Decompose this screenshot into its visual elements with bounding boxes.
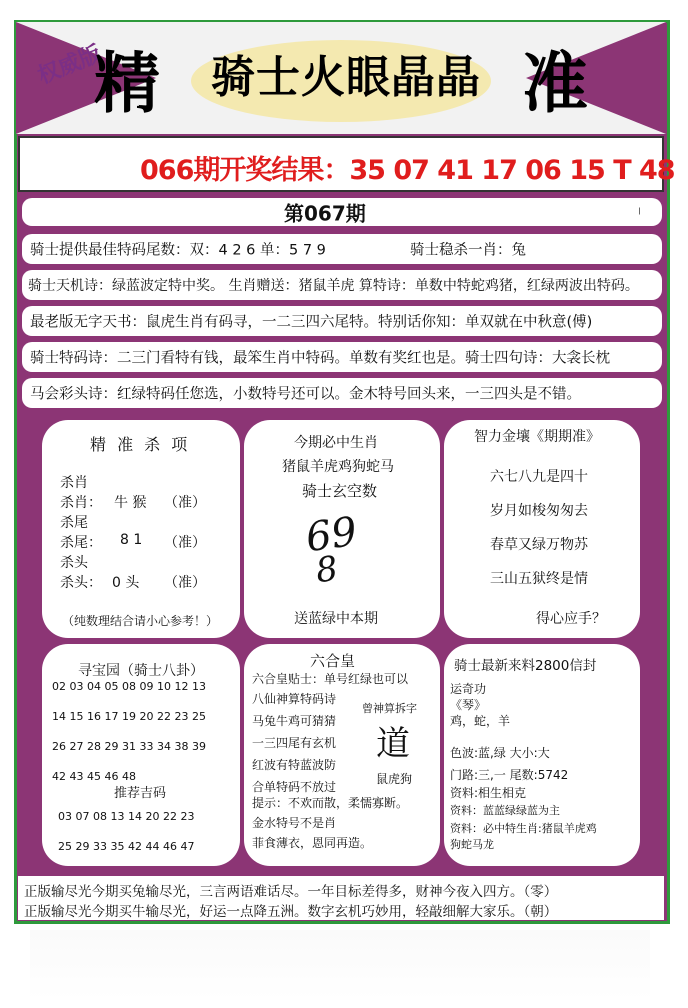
card-puzzle — [444, 420, 640, 638]
footer-box — [18, 876, 664, 920]
handwritten-number-2: 8 — [313, 548, 341, 592]
treasure-title: 寻宝园（骑士八卦） — [78, 663, 204, 679]
poster-header — [16, 22, 666, 134]
kill-tail-value: 8 1 — [120, 532, 143, 548]
envelope-s7: 资料：蓝蓝绿绿蓝为主 — [450, 804, 560, 817]
puzzle-line-5: 得心应手？ — [536, 611, 606, 627]
liuhe-phrase: 菲食薄衣，恩同再造。 — [252, 836, 373, 850]
zodiac-list: 猪鼠羊虎鸡狗蛇马 — [282, 459, 394, 475]
issue-bar — [22, 198, 662, 226]
treasure-row-3: 26 27 28 29 31 33 34 38 39 — [52, 740, 206, 753]
envelope-s9: 狗蛇马龙 — [450, 838, 494, 851]
row-poem-3 — [22, 342, 662, 372]
handwritten-number-1: 69 — [303, 508, 360, 562]
zichai-title: 曾神算拆字 — [362, 702, 417, 715]
envelope-title: 骑士最新来料2800信封 — [454, 658, 597, 674]
lucky-row-1: 03 07 08 13 14 20 22 23 — [58, 810, 195, 823]
poem-4-text: 马会彩头诗：红绿特码任您选，小数特号还可以。金木特号回头来，一三四头是不错。 — [30, 386, 581, 403]
envelope-s2: 《琴》 — [450, 698, 487, 712]
card-zodiac — [244, 420, 440, 638]
poem-1-text: 骑士天机诗：绿蓝波定特中奖。 生肖赠送：猪鼠羊虎 算特诗：单数中特蛇鸡猪，红绿两波出特码。 — [28, 278, 639, 294]
poem-2-text: 最老版无字天书：鼠虎生肖有码寻，一二三四六尾特。特别话你知：单双就在中秋意(傅) — [30, 314, 593, 331]
liuhe-tip: 六合皇贴士：单号红绿也可以 — [252, 672, 409, 686]
zichai-char: 道 — [376, 724, 410, 764]
liuhe-title: 六合皇 — [310, 652, 356, 670]
kill-zodiac-key: 杀肖： — [60, 495, 102, 511]
treasure-row-2: 14 15 16 17 19 20 22 23 25 — [52, 710, 206, 723]
puzzle-line-3: 春草又绿万物苏 — [490, 537, 588, 553]
brand-title: 骑士火眼晶晶 — [211, 52, 481, 103]
tail-text: 骑士提供最佳特码尾数：双：4 2 6 单：5 7 9 — [30, 242, 326, 259]
header-right-char: 准 — [522, 44, 588, 122]
kill-head-value: 0 头 — [112, 575, 140, 591]
liuhe-poem-title: 八仙神算特码诗 — [252, 692, 337, 706]
result-bar — [18, 136, 675, 192]
row-poem-1 — [22, 270, 662, 300]
header-left-char: 精 — [94, 44, 160, 122]
liuhe-metal: 金水特号不是肖 — [252, 816, 337, 830]
kill-tail-note: （准） — [164, 535, 206, 551]
issue-title: 第067期 — [284, 201, 366, 226]
blurred-watermark — [30, 930, 650, 1000]
liuhe-poem-3: 红波有特蓝波防 — [252, 758, 337, 772]
puzzle-title: 智力金壤《期期准》 — [474, 429, 600, 445]
lucky-row-2: 25 29 33 35 42 44 46 47 — [58, 840, 195, 853]
card-envelope — [444, 644, 640, 866]
liuhe-poem-1: 马兔牛鸡可猜猜 — [252, 714, 337, 728]
footer-line-2: 正版输尽光今期买牛输尽光，好运一点降五洲。数字玄机巧妙用，轻敲细解大家乐。（朝） — [24, 904, 558, 920]
kill-zodiac-label: 杀肖 — [60, 475, 88, 491]
kill-head-note: （准） — [164, 575, 206, 591]
row-poem-2 — [22, 306, 662, 336]
card-kill-title: 精 准 杀 项 — [90, 435, 191, 454]
kill-text: 骑士稳杀一肖：兔 — [410, 242, 526, 259]
kill-zodiac-value: 牛 猴 — [114, 495, 147, 511]
envelope-s4: 色波:蓝,绿 大小:大 — [450, 746, 550, 760]
issue-mark: I — [638, 206, 641, 218]
liuhe-hint: 提示：不欢而散，柔懦寡断。 — [252, 796, 409, 810]
envelope-s1: 运奇功 — [450, 682, 487, 696]
kill-head-key: 杀头： — [60, 575, 102, 591]
envelope-s5: 门路:三,一 尾数:5742 — [450, 768, 569, 782]
envelope-s6: 资料:相生相克 — [450, 786, 527, 800]
authority-stamp: 权威版 — [34, 40, 106, 90]
poem-3-text: 骑士特码诗：二三门看特有钱，最笨生肖中特码。单数有奖红也是。骑士四句诗：大衾长枕 — [30, 350, 610, 367]
lucky-title: 推荐吉码 — [114, 786, 167, 801]
row-tail — [22, 234, 662, 264]
card-liuhe — [244, 644, 440, 866]
treasure-row-1: 02 03 04 05 08 09 10 12 13 — [52, 680, 206, 693]
row-poem-4 — [22, 378, 662, 408]
envelope-s8: 资料：必中特生肖:猪鼠羊虎鸡 — [450, 822, 597, 835]
footer-line-1: 正版输尽光今期买兔输尽光，三言两语难话尽。一年目标差得多，财神今夜入四方。（零） — [24, 884, 558, 900]
result-text: 066期开奖结果：35 07 41 17 06 15 T 48 — [140, 155, 675, 186]
envelope-s3: 鸡，蛇，羊 — [450, 714, 511, 728]
kill-tail-key: 杀尾： — [60, 535, 102, 551]
kill-head-label: 杀头 — [60, 555, 88, 571]
liuhe-poem-4: 合单特码不放过 — [252, 780, 337, 794]
zichai-answer: 鼠虎狗 — [376, 772, 413, 786]
card-treasure — [42, 644, 240, 866]
puzzle-line-2: 岁月如梭匆匆去 — [490, 503, 588, 519]
kill-note: （纯数理结合请小心参考！） — [62, 614, 219, 628]
card-kill — [42, 420, 240, 638]
kill-zodiac-note: （准） — [164, 495, 206, 511]
puzzle-line-4: 三山五狱终是情 — [490, 571, 588, 587]
zodiac-heading: 今期必中生肖 — [294, 435, 378, 451]
puzzle-line-1: 六七八九是四十 — [490, 469, 588, 485]
xuankong-heading: 骑士玄空数 — [302, 482, 378, 500]
liuhe-poem-2: 一三四尾有玄机 — [252, 736, 337, 750]
kill-tail-label: 杀尾 — [60, 515, 88, 531]
treasure-row-4: 42 43 45 46 48 — [52, 770, 136, 783]
blue-green-text: 送蓝绿中本期 — [294, 611, 378, 627]
